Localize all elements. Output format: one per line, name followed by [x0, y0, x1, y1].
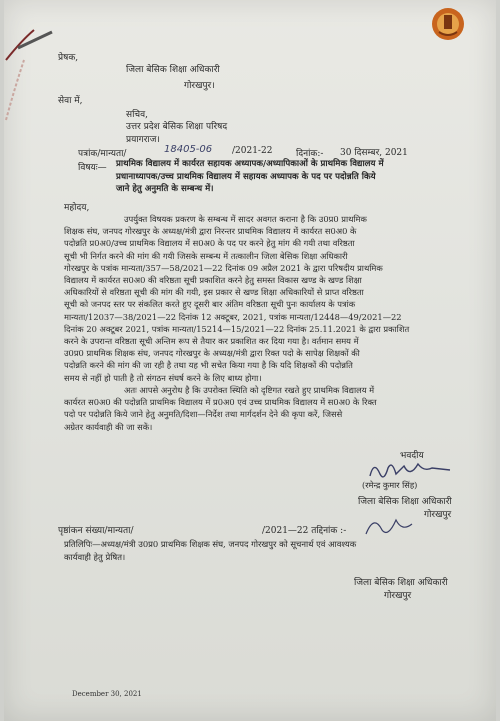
signer-place: गोरखपुर [424, 510, 452, 520]
endorse-label: पृष्ठांकन संख्या/मान्यता/ [58, 526, 134, 536]
body-paragraph-2: अतः आपसे अनुरोध है कि उपरोक्त स्थिति को दृष्टिगत रखते हुए प्राथमिक विद्यालय में कार्यरत स0अ0 की पदोन्नति प्राथमिक विद्यालय में प्र0अ0 एवं उच्च प्राथमिक विद्यालय में स0अ0 के रिक्त पदो पर पदोन्नति किये जाने हेतु अनुमति/दिशा—निर्देश तथा मार्गदर्शन देने की कृपा करें, जिससे अग्रेतर कार्यवाही की जा सकें। [64, 385, 377, 432]
copy-note: प्रतिलिपिः—अध्यक्ष/मंत्री उ0प्र0 प्राथमिक शिक्षक संघ, जनपद गोरखपुर को सूचनार्थ एवं आवश्यक कार्यवाही हेतु प्रेषित। [64, 539, 357, 562]
signer-name: (रमेन्द्र कुमार सिंह) [362, 480, 418, 490]
to-place: प्रयागराज। [126, 135, 160, 145]
signer-title: जिला बेसिक शिक्षा अधिकारी [358, 497, 452, 507]
sender-title: जिला बेसिक शिक्षा अधिकारी [126, 65, 220, 75]
date-value: 30 दिसम्बर, 2021 [340, 148, 408, 158]
document-page [4, 0, 496, 721]
print-date: December 30, 2021 [72, 690, 142, 698]
patrank-label: पत्रांक/मान्यता/ [78, 149, 127, 159]
to-title: सचिव, [126, 110, 148, 120]
subject-label: विषयः— [78, 163, 107, 173]
sender-label: प्रेषक, [58, 53, 79, 63]
closing: भवदीय [400, 451, 424, 461]
emblem-icon [430, 6, 466, 42]
footer-sign-title: जिला बेसिक शिक्षा अधिकारी [354, 578, 448, 588]
endorse-year: /2021—22 तद्दिनांक :- [262, 526, 347, 536]
body-paragraph-1: उपर्युक्त विषयक प्रकरण के सम्बन्ध में सादर अवगत कराना है कि उ0प्र0 प्राथमिक शिक्षक संघ, जनपद गोरखपुर के अध्यक्ष/मंत्री द्वारा निरन्तर प्राथमिक विद्यालय में कार्यरत स0अ0 के पदोन्नति प्र0अ0/उच्च प्राथमिक विद्यालय में स0अ0 के पद पर करने हेतु मांग की गयी तथा वरिष्ठता सूची भी निर्गत करने की मांग की गयी जिसके सम्बन्ध में तत्कालीन जिला बेसिक शिक्षा अधिकारी गोरखपुर के पत्रांक मान्यता/357—58/2021—22 दिनांक 09 अप्रैल 2021 के द्वारा परिषदीय प्राथमिक विद्यालय में कार्यरत स0अ0 की वरिष्ठता सूची प्रकाशित करने हेतु समस्त विकास खण्ड के खण्ड शिक्षा अधिकारियों से वरिष्ठता सूची की मांग की गयी, इस प्रकार से खण्ड शिक्षा अधिकारियों से प्राप्त वरिष्ठता सूची को जनपद स्तर पर संकलित करते हुए दूसरी बार अंतिम वरिष्ठता सूची पुनः कार्यालय के पत्रांक मान्यता/12037—38/2021—22 दिनांक 12 अक्टूबर, 2021, पत्रांक मान्यता/12448—49/2021—22 दिनांक 20 अक्टूबर 2021, पत्रांक मान्यता/15214—15/2021—22 दिनांक 25.11.2021 के द्वारा प्रकाशित करने के उपरान्त वरिष्ठता सूची अन्तिम रूप से तैयार कर प्रकाशित कर दिया गया है। वर्तमान समय में उ0प्र0 प्राथमिक शिक्षक संघ, जनपद गोरखपुर के अध्यक्ष/मंत्री द्वारा रिक्त पदो के सापेक्ष शिक्षकों की पदोन्नति करने की मांग की जा रही है तथा यह भी सचेत किया गया है कि यदि शिक्षकों की पदोन्नति समय से नहीं हो पाती है तो संगठन संघर्ष करने के लिए बाध्य होगा। [64, 214, 410, 383]
footer-sign-place: गोरखपुर [384, 591, 412, 601]
initials-scribble [362, 508, 422, 542]
patrank-value: 18405-06 [164, 144, 213, 155]
patrank-year: /2021-22 [232, 146, 273, 156]
thread-decoration [4, 0, 64, 130]
salutation: महोदय, [64, 203, 90, 213]
date-label: दिनांक:- [296, 149, 324, 159]
subject-text: प्राथमिक विद्यालय में कार्यरत सहायक अध्यापक/अध्यापिकाओं के प्राथमिक विद्यालय में प्रधानाध्यापक/उच्च प्राथमिक विद्यालय में सहायक अध्यापक के पद पर पदोन्नति किये जाने हेतु अनुमति के सम्बन्ध में। [116, 159, 384, 194]
to-org: उत्तर प्रदेश बेसिक शिक्षा परिषद [126, 122, 228, 132]
sender-place: गोरखपुर। [184, 81, 215, 91]
to-label: सेवा में, [58, 96, 83, 106]
